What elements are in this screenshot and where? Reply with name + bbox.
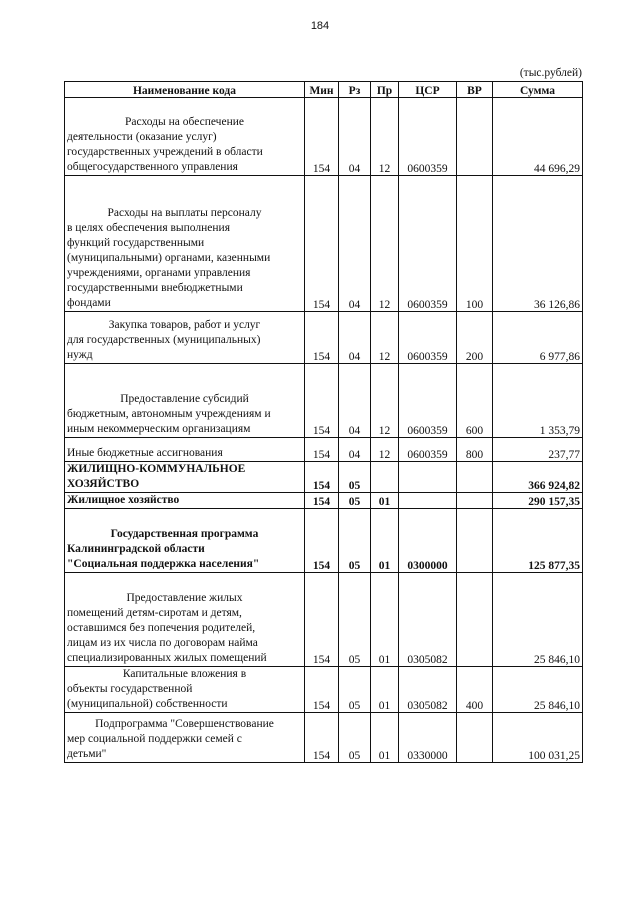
row-csr: [399, 462, 457, 493]
row-name-line: для государственных (муниципальных): [67, 334, 261, 346]
row-pr: 12: [371, 176, 399, 312]
row-rz: 05: [339, 667, 371, 713]
row-csr: 0305082: [399, 573, 457, 667]
row-name-line: иным некоммерческим организациям: [67, 423, 251, 435]
row-name-line: в целях обеспечения выполнения: [67, 222, 230, 234]
row-sum: 25 846,10: [493, 667, 583, 713]
row-pr: 01: [371, 493, 399, 509]
header-row: [65, 82, 583, 98]
row-vr: [457, 98, 493, 176]
row-name-line: Расходы на выплаты персоналу: [107, 207, 262, 219]
row-sum: 237,77: [493, 438, 583, 462]
header-name: Наименование кода: [65, 82, 305, 98]
table-row: [65, 573, 583, 667]
row-csr: [399, 493, 457, 509]
row-pr: [371, 462, 399, 493]
row-name-line: Предоставление жилых: [126, 592, 243, 604]
row-vr: 400: [457, 667, 493, 713]
row-vr: 600: [457, 364, 493, 438]
row-name-line: государственными внебюджетными: [67, 282, 243, 294]
row-name: [65, 364, 305, 438]
row-name-line: ХОЗЯЙСТВО: [67, 478, 140, 490]
row-name: [65, 462, 305, 493]
row-name-line: Государственная программа: [110, 528, 259, 540]
row-min: 154: [305, 364, 339, 438]
row-name-line: помещений детям-сиротам и детям,: [67, 607, 242, 619]
table-body: [65, 98, 583, 763]
row-rz: 04: [339, 438, 371, 462]
row-name-line: "Социальная поддержка населения": [67, 558, 260, 570]
row-csr: 0305082: [399, 667, 457, 713]
row-name: [65, 312, 305, 364]
row-name-line: детьми": [67, 748, 107, 760]
row-min: 154: [305, 493, 339, 509]
row-name-line: Закупка товаров, работ и услуг: [108, 319, 261, 331]
row-vr: [457, 713, 493, 763]
table-row: [65, 713, 583, 763]
row-name: [65, 176, 305, 312]
row-vr: [457, 509, 493, 573]
row-sum: 125 877,35: [493, 509, 583, 573]
row-name-line: лицам из их числа по договорам найма: [67, 637, 258, 649]
table-row: [65, 98, 583, 176]
units-label: (тыс.рублей): [519, 67, 582, 79]
row-min: 154: [305, 98, 339, 176]
row-min: 154: [305, 176, 339, 312]
row-min: 154: [305, 713, 339, 763]
row-name: [65, 713, 305, 763]
row-pr: 12: [371, 364, 399, 438]
row-name-line: деятельности (оказание услуг): [67, 131, 217, 143]
row-csr: 0600359: [399, 438, 457, 462]
row-name-line: Подпрограмма "Совершенствование: [95, 718, 274, 730]
row-name-line: Расходы на обеспечение: [125, 116, 244, 128]
row-rz: 04: [339, 176, 371, 312]
row-pr: 12: [371, 312, 399, 364]
header-pr: Пр: [371, 82, 399, 98]
row-name: [65, 573, 305, 667]
row-min: 154: [305, 667, 339, 713]
row-name-line: учреждениями, органами управления: [67, 267, 251, 279]
row-csr: 0300000: [399, 509, 457, 573]
table-row: [65, 462, 583, 493]
row-name-line: нужд: [67, 349, 93, 361]
row-name-line: Иные бюджетные ассигнования: [67, 447, 223, 459]
header-vr: ВР: [457, 82, 493, 98]
row-vr: [457, 493, 493, 509]
row-sum: 6 977,86: [493, 312, 583, 364]
row-sum: 290 157,35: [493, 493, 583, 509]
row-pr: 01: [371, 573, 399, 667]
row-name-line: бюджетным, автономным учреждениям и: [67, 408, 271, 420]
row-vr: [457, 573, 493, 667]
row-rz: 04: [339, 312, 371, 364]
table-row: [65, 438, 583, 462]
budget-table: [64, 81, 583, 763]
row-rz: 05: [339, 713, 371, 763]
row-pr: 01: [371, 667, 399, 713]
row-sum: 44 696,29: [493, 98, 583, 176]
row-min: 154: [305, 573, 339, 667]
row-pr: 01: [371, 713, 399, 763]
row-min: 154: [305, 509, 339, 573]
row-name-line: специализированных жилых помещений: [67, 652, 267, 664]
row-sum: 25 846,10: [493, 573, 583, 667]
row-csr: 0600359: [399, 312, 457, 364]
row-rz: 04: [339, 98, 371, 176]
row-min: 154: [305, 462, 339, 493]
row-name-line: Предоставление субсидий: [120, 393, 249, 405]
row-name-line: (муниципальной) собственности: [67, 698, 228, 710]
table-row: [65, 493, 583, 509]
page-number: 184: [310, 20, 330, 32]
row-min: 154: [305, 312, 339, 364]
row-name-line: фондами: [67, 297, 111, 309]
header-csr: ЦСР: [399, 82, 457, 98]
row-name-line: Жилищное хозяйство: [67, 494, 180, 506]
row-name: [65, 98, 305, 176]
row-csr: 0600359: [399, 176, 457, 312]
row-sum: 100 031,25: [493, 713, 583, 763]
row-name: [65, 667, 305, 713]
row-rz: 05: [339, 573, 371, 667]
row-name-line: мер социальной поддержки семей с: [67, 733, 242, 745]
header-sum: Сумма: [493, 82, 583, 98]
row-name-line: (муниципальными) органами, казенными: [67, 252, 271, 264]
row-name: [65, 438, 305, 462]
table-row: [65, 176, 583, 312]
row-name-line: Калининградской области: [67, 543, 205, 555]
row-name-line: функций государственными: [67, 237, 205, 249]
row-pr: 12: [371, 98, 399, 176]
row-vr: 200: [457, 312, 493, 364]
row-csr: 0600359: [399, 364, 457, 438]
row-name-line: государственных учреждений в области: [67, 146, 263, 158]
row-name: [65, 493, 305, 509]
header-min: Мин: [305, 82, 339, 98]
row-csr: 0330000: [399, 713, 457, 763]
row-vr: 100: [457, 176, 493, 312]
row-vr: 800: [457, 438, 493, 462]
row-rz: 04: [339, 364, 371, 438]
row-rz: 05: [339, 462, 371, 493]
row-rz: 05: [339, 493, 371, 509]
header-rz: Рз: [339, 82, 371, 98]
row-vr: [457, 462, 493, 493]
row-sum: 1 353,79: [493, 364, 583, 438]
row-min: 154: [305, 438, 339, 462]
row-name-line: ЖИЛИЩНО-КОММУНАЛЬНОЕ: [67, 463, 246, 475]
row-rz: 05: [339, 509, 371, 573]
table-row: [65, 364, 583, 438]
table-row: [65, 509, 583, 573]
row-csr: 0600359: [399, 98, 457, 176]
row-pr: 01: [371, 509, 399, 573]
row-name-line: Капитальные вложения в: [122, 668, 247, 680]
table-row: [65, 667, 583, 713]
table-row: [65, 312, 583, 364]
row-sum: 36 126,86: [493, 176, 583, 312]
row-pr: 12: [371, 438, 399, 462]
row-name-line: общегосударственного управления: [67, 161, 238, 173]
row-name: [65, 509, 305, 573]
row-sum: 366 924,82: [493, 462, 583, 493]
row-name-line: оставшимся без попечения родителей,: [67, 622, 256, 634]
row-name-line: объекты государственной: [67, 683, 193, 695]
